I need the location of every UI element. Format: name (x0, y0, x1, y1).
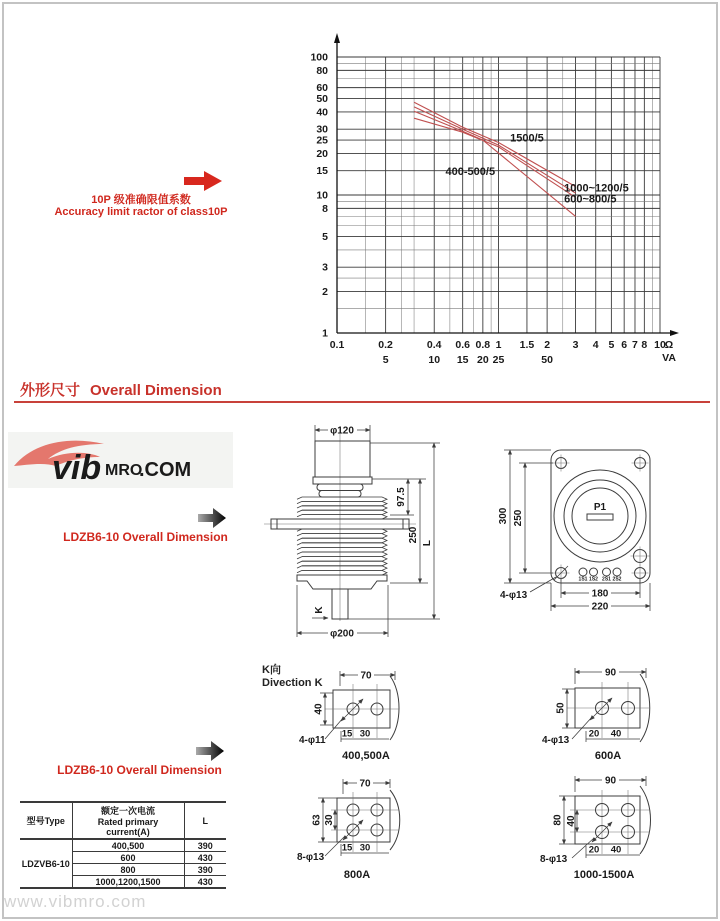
pad3-caption: 800A (343, 869, 371, 881)
side-view-drawing (238, 413, 468, 658)
svg-text:0.4: 0.4 (426, 339, 442, 351)
logo-com: .COM (139, 459, 192, 481)
dim-250: 250 (408, 526, 419, 544)
series-label: 1000~1200/5 (564, 182, 629, 195)
current-cell: 800 (72, 864, 184, 876)
svg-text:0.2: 0.2 (378, 339, 393, 351)
accuracy-note-zh: 10P 级准确限值系数 (91, 194, 191, 206)
svg-text:15: 15 (316, 165, 328, 178)
svg-text:6: 6 (621, 339, 628, 351)
front-view-drawing (492, 430, 717, 625)
dark-arrow-icon-2 (196, 741, 224, 761)
dark-arrow-icon (198, 508, 226, 528)
svg-text:7: 7 (632, 339, 638, 351)
pad4-dim-a: 20 (588, 844, 600, 856)
svg-text:10: 10 (654, 339, 666, 351)
svg-text:3: 3 (572, 339, 579, 351)
pad2-dim-b: 40 (610, 728, 622, 740)
series-label: 400-500/5 (445, 165, 496, 178)
L-cell: 390 (197, 840, 213, 851)
svg-text:15: 15 (456, 354, 469, 366)
svg-text:5: 5 (382, 354, 389, 366)
svg-text:3: 3 (322, 261, 328, 274)
svg-text:5: 5 (322, 231, 328, 244)
svg-text:60: 60 (316, 82, 328, 95)
svg-text:8: 8 (641, 339, 648, 351)
table-row (20, 839, 226, 852)
svg-text:20: 20 (477, 354, 489, 366)
dim-220: 220 (591, 601, 609, 613)
pad3-dim-left: 63 (311, 814, 323, 826)
type-value: LDZVB6-10 (20, 839, 72, 888)
k-direction-en: Divection K (262, 677, 323, 689)
svg-text:0.8: 0.8 (475, 339, 491, 351)
front-hole-note: 4-φ13 (500, 590, 528, 601)
svg-text:1.5: 1.5 (519, 339, 535, 351)
svg-text:2: 2 (322, 285, 328, 298)
pad1-dim-left: 40 (313, 703, 325, 715)
svg-text:2: 2 (544, 339, 551, 351)
red-arrow-icon (184, 169, 222, 193)
k-direction-zh: K向 (262, 664, 281, 676)
table-header-row (20, 802, 226, 839)
pad2-dim-a: 20 (588, 728, 600, 740)
logo-mro: MRO (105, 462, 143, 479)
dim-phi200: φ200 (330, 628, 354, 640)
pad-drawing-400-500 (295, 660, 480, 772)
section-heading (20, 379, 222, 400)
section-heading-en: Overall Dimension (90, 382, 222, 399)
dim-phi120: φ120 (330, 425, 354, 437)
svg-text:10: 10 (316, 189, 328, 202)
dim-97-5: 97.5 (396, 487, 407, 507)
section-heading-zh: 外形尺寸 (20, 382, 81, 399)
svg-text:1: 1 (322, 327, 328, 340)
svg-text:100: 100 (310, 51, 328, 64)
svg-text:Ω: Ω (664, 339, 674, 351)
L-cell: 390 (184, 864, 226, 876)
col-L: L (184, 802, 226, 839)
pad1-hole-note: 4-φ11 (299, 735, 326, 746)
svg-text:8: 8 (322, 202, 328, 215)
dim-L: L (422, 539, 433, 547)
current-cell: 600 (72, 852, 184, 864)
pad3-dim-top: 70 (359, 778, 371, 790)
pad-drawing-600 (540, 660, 715, 772)
mid-caption: LDZB6-10 Overall Dimension (63, 530, 228, 544)
rating-table (20, 801, 226, 889)
bottom-watermark: www.vibmro.com (4, 892, 147, 911)
terminal-2s1: 2S1 (602, 576, 611, 583)
pad-drawing-1000-1500 (540, 772, 715, 887)
pad3-dim-left2: 30 (324, 814, 335, 826)
svg-text:20: 20 (316, 147, 328, 160)
dim-250-front: 250 (513, 509, 524, 527)
pad-drawing-800 (295, 772, 480, 887)
terminal-1s2: 1S2 (589, 576, 598, 583)
accuracy-note-en: Accuracy limit ractor of class10P (54, 206, 228, 218)
current-cell: 1000,1200,1500 (72, 876, 184, 889)
pad1-caption: 400,500A (342, 750, 390, 762)
pad4-dim-b: 40 (610, 844, 622, 856)
svg-text:0.6: 0.6 (455, 339, 470, 351)
svg-text:50: 50 (316, 93, 328, 106)
col-current: 额定一次电流 Rated primary current(A) (72, 802, 184, 839)
pad4-dim-left2: 40 (566, 815, 577, 827)
L-cell: 430 (184, 876, 226, 889)
pad1-dim-b: 30 (359, 728, 371, 740)
svg-text:5: 5 (608, 339, 615, 351)
pad2-dim-top: 90 (604, 667, 617, 679)
pad4-dim-left: 80 (552, 814, 564, 826)
pad2-dim-left: 50 (555, 702, 567, 714)
series-label: 1500/5 (510, 132, 544, 145)
series-label: 600~800/5 (564, 193, 617, 206)
svg-text:80: 80 (316, 64, 328, 77)
svg-text:50: 50 (541, 354, 553, 366)
svg-text:VA: VA (662, 352, 676, 364)
svg-text:40: 40 (316, 106, 328, 119)
svg-text:10: 10 (428, 354, 441, 366)
col-type: 型号Type (20, 802, 72, 839)
L-cell: 430 (184, 852, 226, 864)
pad2-caption: 600A (594, 750, 622, 762)
svg-text:30: 30 (316, 123, 328, 136)
pad4-caption: 1000-1500A (573, 869, 635, 881)
k-label: K (314, 606, 325, 614)
svg-text:0.1: 0.1 (329, 339, 345, 351)
bottom-caption: LDZB6-10 Overall Dimension (57, 763, 222, 777)
heading-rule (14, 401, 710, 403)
dim-300: 300 (498, 507, 509, 525)
terminal-2s2: 2S2 (612, 576, 622, 583)
accuracy-limit-chart (285, 30, 685, 380)
svg-text:4: 4 (592, 339, 599, 351)
svg-text:25: 25 (492, 354, 505, 366)
vibmro-logo (8, 432, 233, 488)
terminal-1s1: 1S1 (578, 576, 588, 583)
pad2-hole-note: 4-φ13 (542, 735, 570, 746)
svg-text:25: 25 (316, 134, 328, 147)
pad3-dim-b: 30 (359, 842, 371, 854)
pad1-dim-a: 15 (341, 728, 353, 740)
pad4-dim-top: 90 (604, 775, 617, 787)
p1-label: P1 (593, 502, 607, 513)
logo-script: vib (52, 449, 102, 487)
pad3-dim-a: 15 (341, 842, 353, 854)
svg-text:1: 1 (495, 339, 502, 351)
pad4-hole-note: 8-φ13 (540, 854, 568, 865)
pad1-dim-top: 70 (360, 670, 372, 682)
dim-180: 180 (591, 588, 609, 600)
current-cell: 400,500 (72, 839, 184, 852)
pad3-hole-note: 8-φ13 (297, 852, 325, 863)
